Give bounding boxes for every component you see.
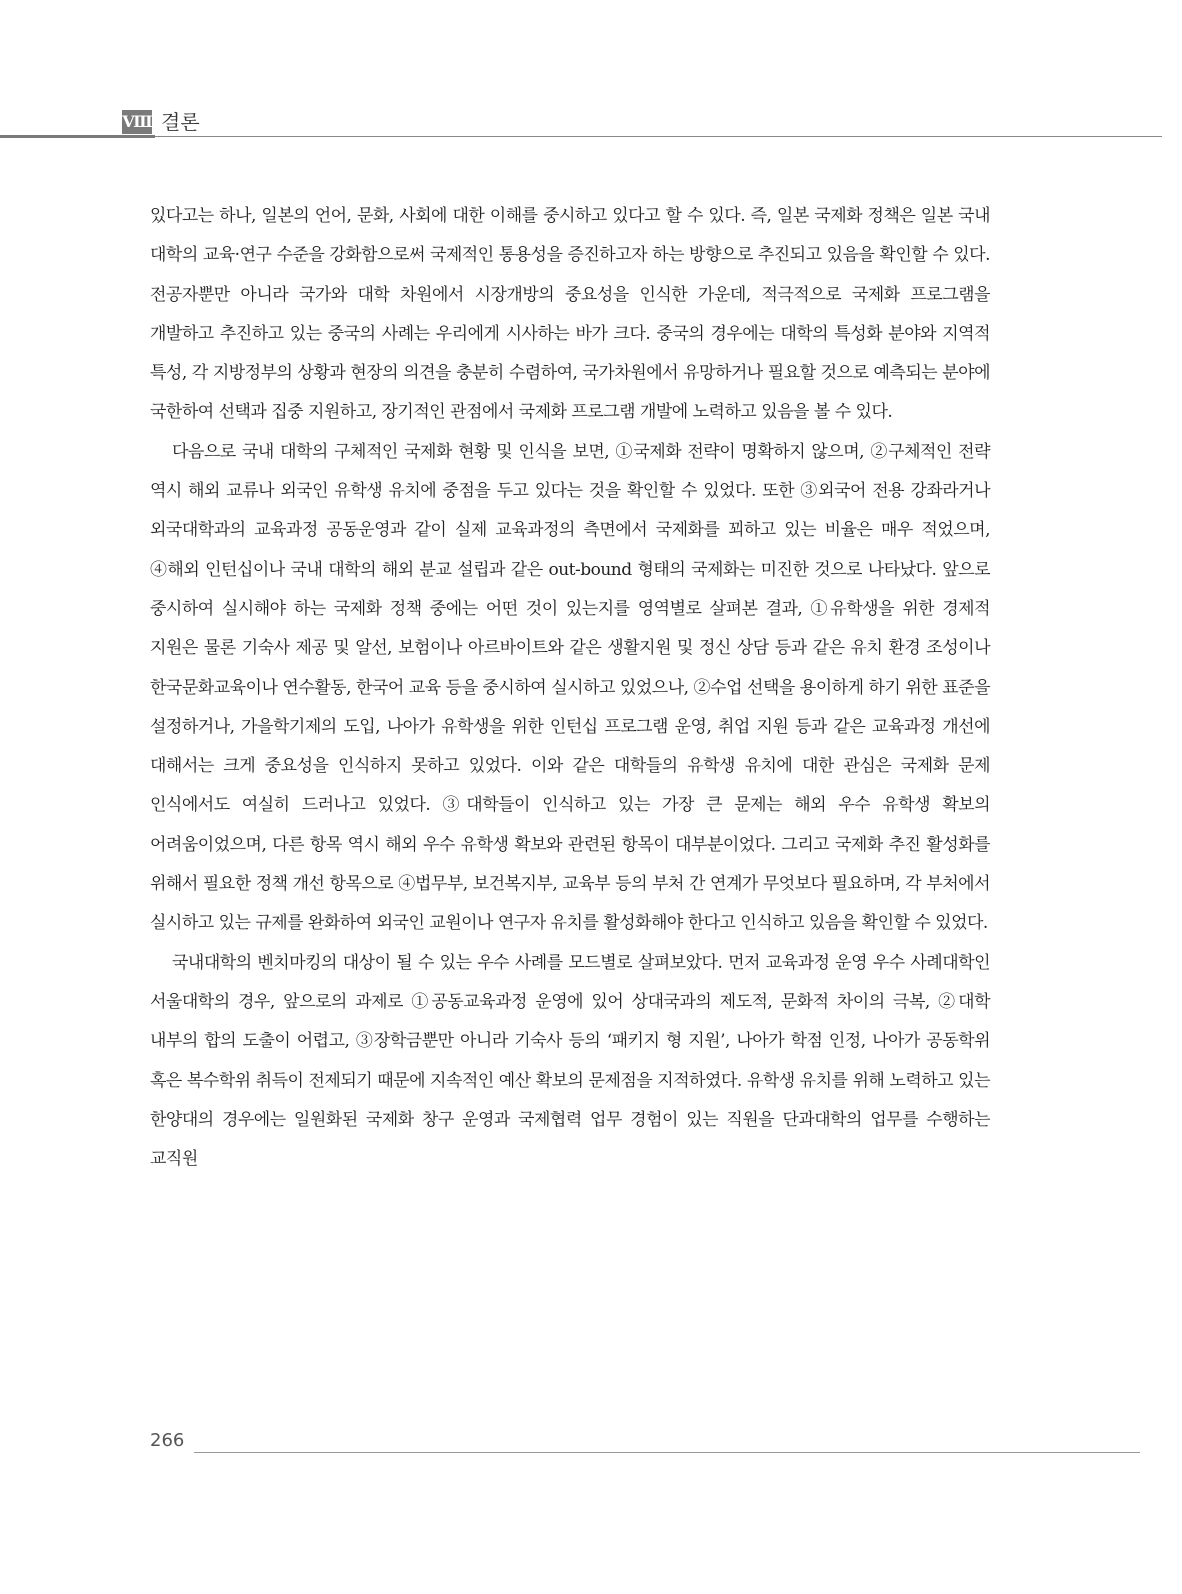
paragraph-2: 다음으로 국내 대학의 구체적인 국제화 현황 및 인식을 보면, ①국제화 전략이 명확하지 않으며, ②구체적인 전략 역시 해외 교류나 외국인 유학생 유치에 중점을 두고 있다는 것을 확인할 수 있었다. 또한 ③외국어 전용 강좌라거나 외국대학과의 교육과정 공동운영과 같이 실제 교육과정의 측면에서 국제화를 꾀하고 있는 비율은 매우 적었으며, ④해외 인턴십이나 국내 대학의 해외 분교 설립과 같은 out-bound 형태의 국제화는 미진한 것으로 나타났다. 앞으로 중시하여 실시해야 하는 국제화 정책 중에는 어떤 것이 있는지를 영역별로 살펴본 결과, ①유학생을 위한 경제적 지원은 물론 기숙사 제공 및 알선, 보험이나 아르바이트와 같은 생활지원 및 정신 상담 등과 같은 유치 환경 조성이나 한국문화교육이나 연수활동, 한국어 교육 등을 중시하여 실시하고 있었으나, ②수업 선택을 용이하게 하기 위한 표준을 설정하거나, 가을학기제의 도입, 나아가 유학생을 위한 인턴십 프로그램 운영, 취업 지원 등과 같은 교육과정 개선에 대해서는 크게 중요성을 인식하지 못하고 있었다. 이와 같은 대학들의 유학생 유치에 대한 관심은 국제화 문제 인식에서도 여실히 드러나고 있었다. ③대학들이 인식하고 있는 가장 큰 문제는 해외 우수 유학생 확보의 어려움이었으며, 다른 항목 역시 해외 우수 유학생 확보와 관련된 항목이 대부분이었다. 그리고 국제화 추진 활성화를 위해서 필요한 정책 개선 항목으로 ④법무부, 보건복지부, 교육부 등의 부처 간 연계가 무엇보다 필요하며, 각 부처에서 실시하고 있는 규제를 완화하여 외국인 교원이나 연구자 유치를 활성화해야 한다고 인식하고 있음을 확인할 수 있었다. <box>150 441 990 934</box>
header-rule <box>0 136 1162 137</box>
paragraph-1: 있다고는 하나, 일본의 언어, 문화, 사회에 대한 이해를 중시하고 있다고 할 수 있다. 즉, 일본 국제화 정책은 일본 국내 대학의 교육·연구 수준을 강화함으로써 국제적인 통용성을 증진하고자 하는 방향으로 추진되고 있음을 확인할 수 있다. 전공자뿐만 아니라 국가와 대학 차원에서 시장개방의 중요성을 인식한 가운데, 적극적으로 국제화 프로그램을 개발하고 추진하고 있는 중국의 사례는 우리에게 시사하는 바가 크다. 중국의 경우에는 대학의 특성화 분야와 지역적 특성, 각 지방정부의 상황과 현장의 의견을 충분히 수렴하여, 국가차원에서 유망하거나 필요할 것으로 예측되는 분야에 국한하여 선택과 집중 지원하고, 장기적인 관점에서 국제화 프로그램 개발에 노력하고 있음을 볼 수 있다. <box>150 206 990 423</box>
chapter-title: 결론 <box>161 110 200 134</box>
page-number: 266 <box>150 1430 185 1451</box>
page-footer <box>0 1428 1162 1458</box>
body-text <box>150 197 990 1179</box>
chapter-badge: Ⅷ <box>122 110 152 134</box>
paragraph-3: 국내대학의 벤치마킹의 대상이 될 수 있는 우수 사례를 모드별로 살펴보았다. 먼저 교육과정 운영 우수 사례대학인 서울대학의 경우, 앞으로의 과제로 ①공동교육과정 운영에 있어 상대국과의 제도적, 문화적 차이의 극복, ②대학 내부의 합의 도출이 어렵고, ③장학금뿐만 아니라 기숙사 등의 ‘패키지 형 지원’, 나아가 학점 인정, 나아가 공동학위 혹은 복수학위 취득이 전제되기 때문에 지속적인 예산 확보의 문제점을 지적하였다. 유학생 유치를 위해 노력하고 있는 한양대의 경우에는 일원화된 국제화 창구 운영과 국제협력 업무 경험이 있는 직원을 단과대학의 업무를 수행하는 교직원 <box>150 952 990 1170</box>
footer-rule <box>194 1452 1140 1453</box>
header-rule-accent <box>0 135 155 138</box>
page-header <box>0 104 1162 138</box>
